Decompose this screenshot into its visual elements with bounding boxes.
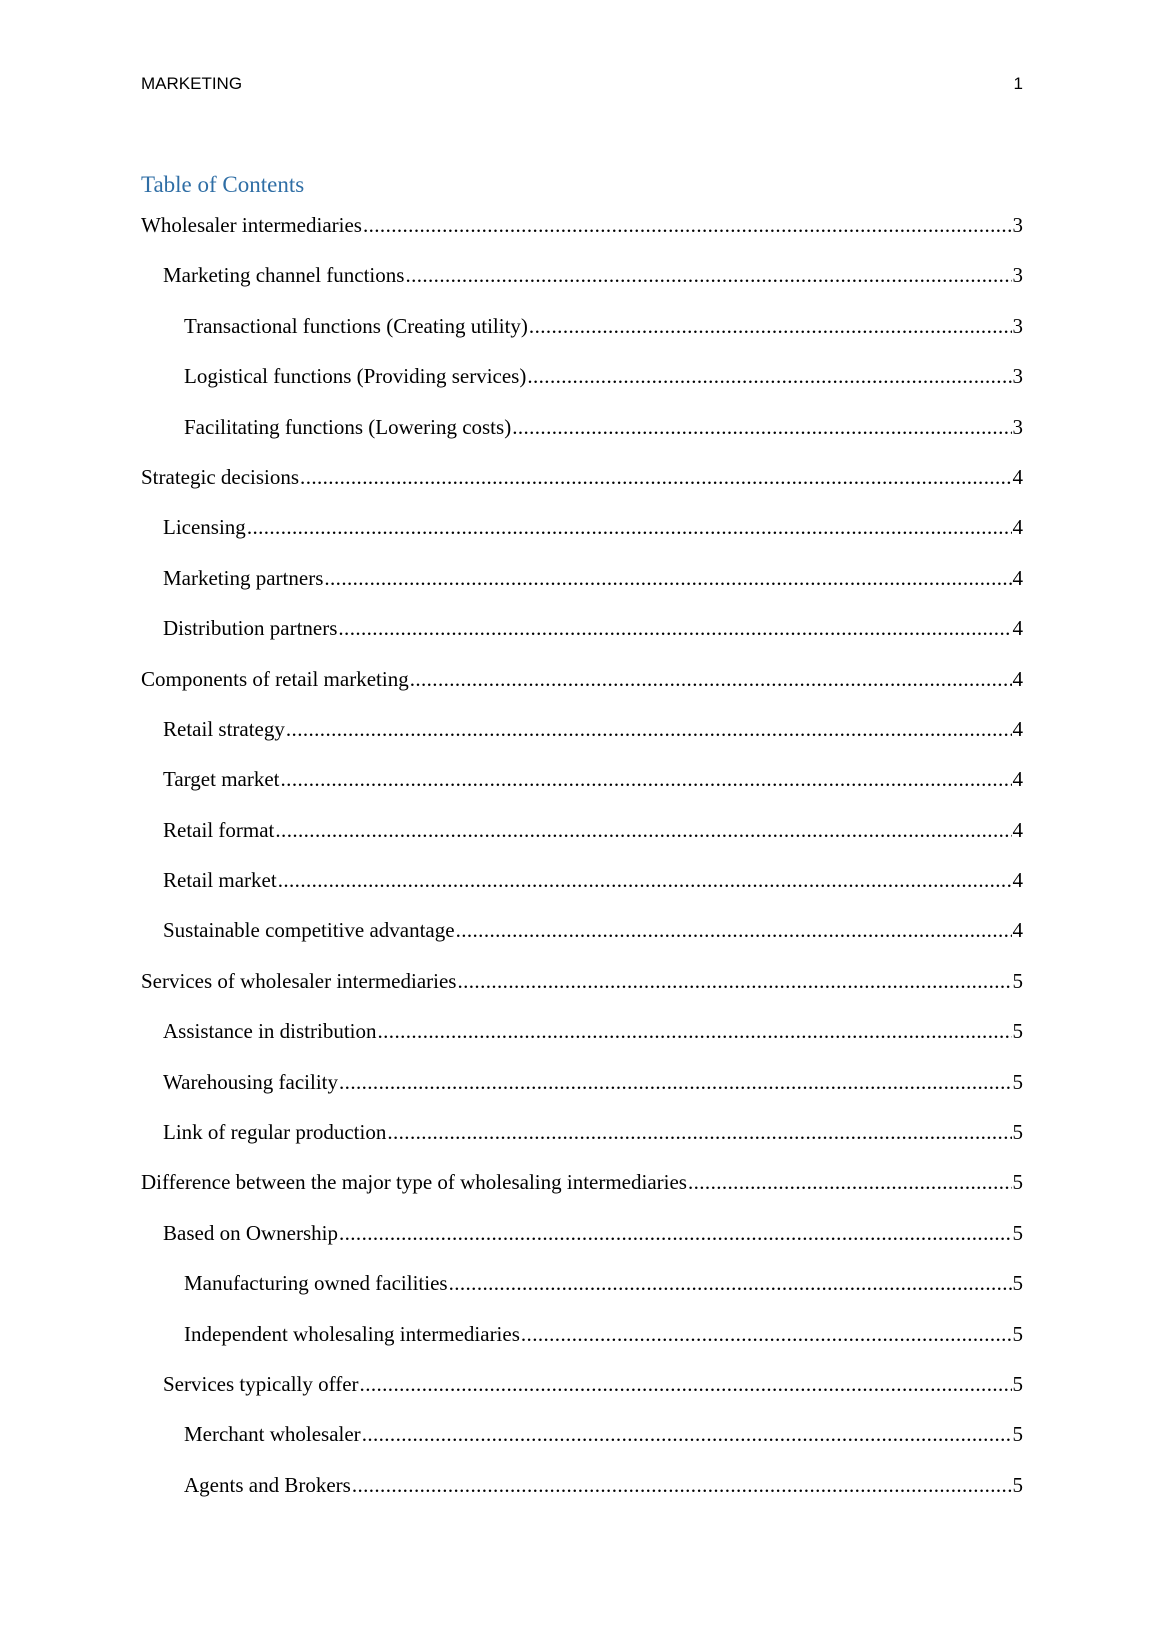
toc-entry-page-number: 5 xyxy=(1012,1422,1023,1447)
toc-dot-leader xyxy=(247,512,1012,542)
toc-dot-leader xyxy=(339,1067,1011,1097)
toc-entry-page-number: 5 xyxy=(1012,1271,1023,1296)
toc-entry-page-number: 4 xyxy=(1012,666,1023,691)
toc-entry-page-number: 5 xyxy=(1012,1472,1023,1497)
toc-entry-text: Licensing xyxy=(163,515,246,540)
toc-entry-text: Services of wholesaler intermediaries xyxy=(141,968,457,993)
toc-entry-text: Distribution partners xyxy=(163,616,338,641)
toc-entry-page-number: 4 xyxy=(1012,565,1023,590)
toc-entry-text: Assistance in distribution xyxy=(163,1019,377,1044)
toc-dot-leader xyxy=(339,1218,1012,1248)
toc-dot-leader xyxy=(521,1319,1012,1349)
toc-dot-leader xyxy=(378,1016,1012,1046)
toc-entry-text: Link of regular production xyxy=(163,1120,387,1145)
page-number: 1 xyxy=(1013,74,1023,93)
toc-entry-text: Retail format xyxy=(163,817,275,842)
toc-dot-leader xyxy=(529,311,1012,341)
toc-dot-leader xyxy=(352,1470,1012,1500)
toc-entry[interactable] xyxy=(141,361,1023,411)
toc-entry-text: Retail market xyxy=(163,868,277,893)
toc-entry-page-number: 3 xyxy=(1012,263,1023,288)
toc-dot-leader xyxy=(512,412,1011,442)
toc-dot-leader xyxy=(338,613,1011,643)
toc-dot-leader xyxy=(457,966,1011,996)
toc-dot-leader xyxy=(278,865,1012,895)
toc-entry-page-number: 5 xyxy=(1012,1019,1023,1044)
toc-entry[interactable] xyxy=(141,1218,1023,1268)
toc-entry-text: Facilitating functions (Lowering costs) xyxy=(184,414,512,439)
running-head: MARKETING xyxy=(141,74,243,93)
toc-entry-text: Marketing partners xyxy=(163,565,324,590)
toc-entry[interactable] xyxy=(141,412,1023,462)
toc-entry-text: Target market xyxy=(163,767,280,792)
toc-entry[interactable] xyxy=(141,865,1023,915)
toc-entry[interactable] xyxy=(141,1369,1023,1419)
toc-dot-leader xyxy=(275,815,1011,845)
toc-entry-text: Components of retail marketing xyxy=(141,666,409,691)
toc-entry[interactable] xyxy=(141,815,1023,865)
toc-entry[interactable] xyxy=(141,462,1023,512)
toc-entry-text: Difference between the major type of wholesaling intermediaries xyxy=(141,1170,687,1195)
toc-entry[interactable] xyxy=(141,1117,1023,1167)
toc-entry-text: Warehousing facility xyxy=(163,1069,339,1094)
toc-entry[interactable] xyxy=(141,311,1023,361)
toc-entry-text: Services typically offer xyxy=(163,1371,359,1396)
toc-dot-leader xyxy=(300,462,1011,492)
toc-dot-leader xyxy=(362,1419,1012,1449)
toc-dot-leader xyxy=(363,210,1012,240)
toc-entry[interactable] xyxy=(141,1319,1023,1369)
toc-entry-page-number: 5 xyxy=(1012,968,1023,993)
toc-entry[interactable] xyxy=(141,966,1023,1016)
toc-entry[interactable] xyxy=(141,664,1023,714)
toc-entry[interactable] xyxy=(141,563,1023,613)
toc-dot-leader xyxy=(387,1117,1011,1147)
toc-entry-page-number: 3 xyxy=(1012,364,1023,389)
toc-entry-page-number: 5 xyxy=(1012,1069,1023,1094)
toc-entry-text: Logistical functions (Providing services) xyxy=(184,364,527,389)
toc-entry-text: Agents and Brokers xyxy=(184,1472,351,1497)
toc-entry-text: Marketing channel functions xyxy=(163,263,405,288)
toc-entry-page-number: 5 xyxy=(1012,1220,1023,1245)
toc-entry-page-number: 5 xyxy=(1012,1120,1023,1145)
toc-entry-page-number: 3 xyxy=(1012,213,1023,237)
toc-entry-page-number: 4 xyxy=(1012,616,1023,641)
toc-dot-leader xyxy=(410,664,1012,694)
toc-entry-text: Transactional functions (Creating utility) xyxy=(184,313,528,338)
toc-entry[interactable] xyxy=(141,1016,1023,1066)
toc-dot-leader xyxy=(449,1268,1012,1298)
toc-dot-leader xyxy=(360,1369,1012,1399)
toc-entry-text: Strategic decisions xyxy=(141,464,300,489)
toc-entry-text: Merchant wholesaler xyxy=(184,1422,361,1447)
toc-entry-page-number: 5 xyxy=(1012,1371,1023,1396)
toc-entry[interactable] xyxy=(141,764,1023,814)
toc-entry-page-number: 4 xyxy=(1012,817,1023,842)
toc-entry-page-number: 5 xyxy=(1012,1321,1023,1346)
toc-entry[interactable] xyxy=(141,1268,1023,1318)
toc-entry-page-number: 4 xyxy=(1012,464,1023,489)
toc-entry-page-number: 4 xyxy=(1012,868,1023,893)
toc-dot-leader xyxy=(405,260,1011,290)
toc-entry-page-number: 4 xyxy=(1012,767,1023,792)
toc-title: Table of Contents xyxy=(141,172,305,197)
toc-dot-leader xyxy=(281,764,1012,794)
toc-entry[interactable] xyxy=(141,1167,1023,1217)
toc-entry[interactable] xyxy=(141,714,1023,764)
toc-entry-page-number: 3 xyxy=(1012,414,1023,439)
toc-entry-page-number: 4 xyxy=(1012,918,1023,943)
toc-dot-leader xyxy=(324,563,1011,593)
toc-entry-text: Retail strategy xyxy=(163,716,285,741)
toc-entry[interactable] xyxy=(141,1067,1023,1117)
toc-entry-text: Manufacturing owned facilities xyxy=(184,1271,448,1296)
toc-dot-leader xyxy=(688,1167,1012,1197)
toc-dot-leader xyxy=(456,915,1012,945)
toc-entry-page-number: 4 xyxy=(1012,515,1023,540)
toc-dot-leader xyxy=(286,714,1012,744)
toc-entry[interactable] xyxy=(141,915,1023,965)
toc-entry-text: Independent wholesaling intermediaries xyxy=(184,1321,520,1346)
toc-entry-page-number: 5 xyxy=(1012,1170,1023,1195)
toc-entry[interactable] xyxy=(141,512,1023,562)
toc-list xyxy=(141,210,1023,1520)
toc-entry-page-number: 3 xyxy=(1012,313,1023,338)
toc-entry[interactable] xyxy=(141,613,1023,663)
toc-entry-text: Based on Ownership xyxy=(163,1220,338,1245)
toc-entry[interactable] xyxy=(141,1419,1023,1469)
toc-entry-text: Wholesaler intermediaries xyxy=(141,213,362,237)
toc-entry[interactable] xyxy=(141,260,1023,310)
toc-entry[interactable] xyxy=(141,1470,1023,1520)
page-header xyxy=(141,72,1023,96)
toc-entry[interactable] xyxy=(141,210,1023,260)
toc-entry-text: Sustainable competitive advantage xyxy=(163,918,455,943)
toc-dot-leader xyxy=(527,361,1011,391)
toc-entry-page-number: 4 xyxy=(1012,716,1023,741)
